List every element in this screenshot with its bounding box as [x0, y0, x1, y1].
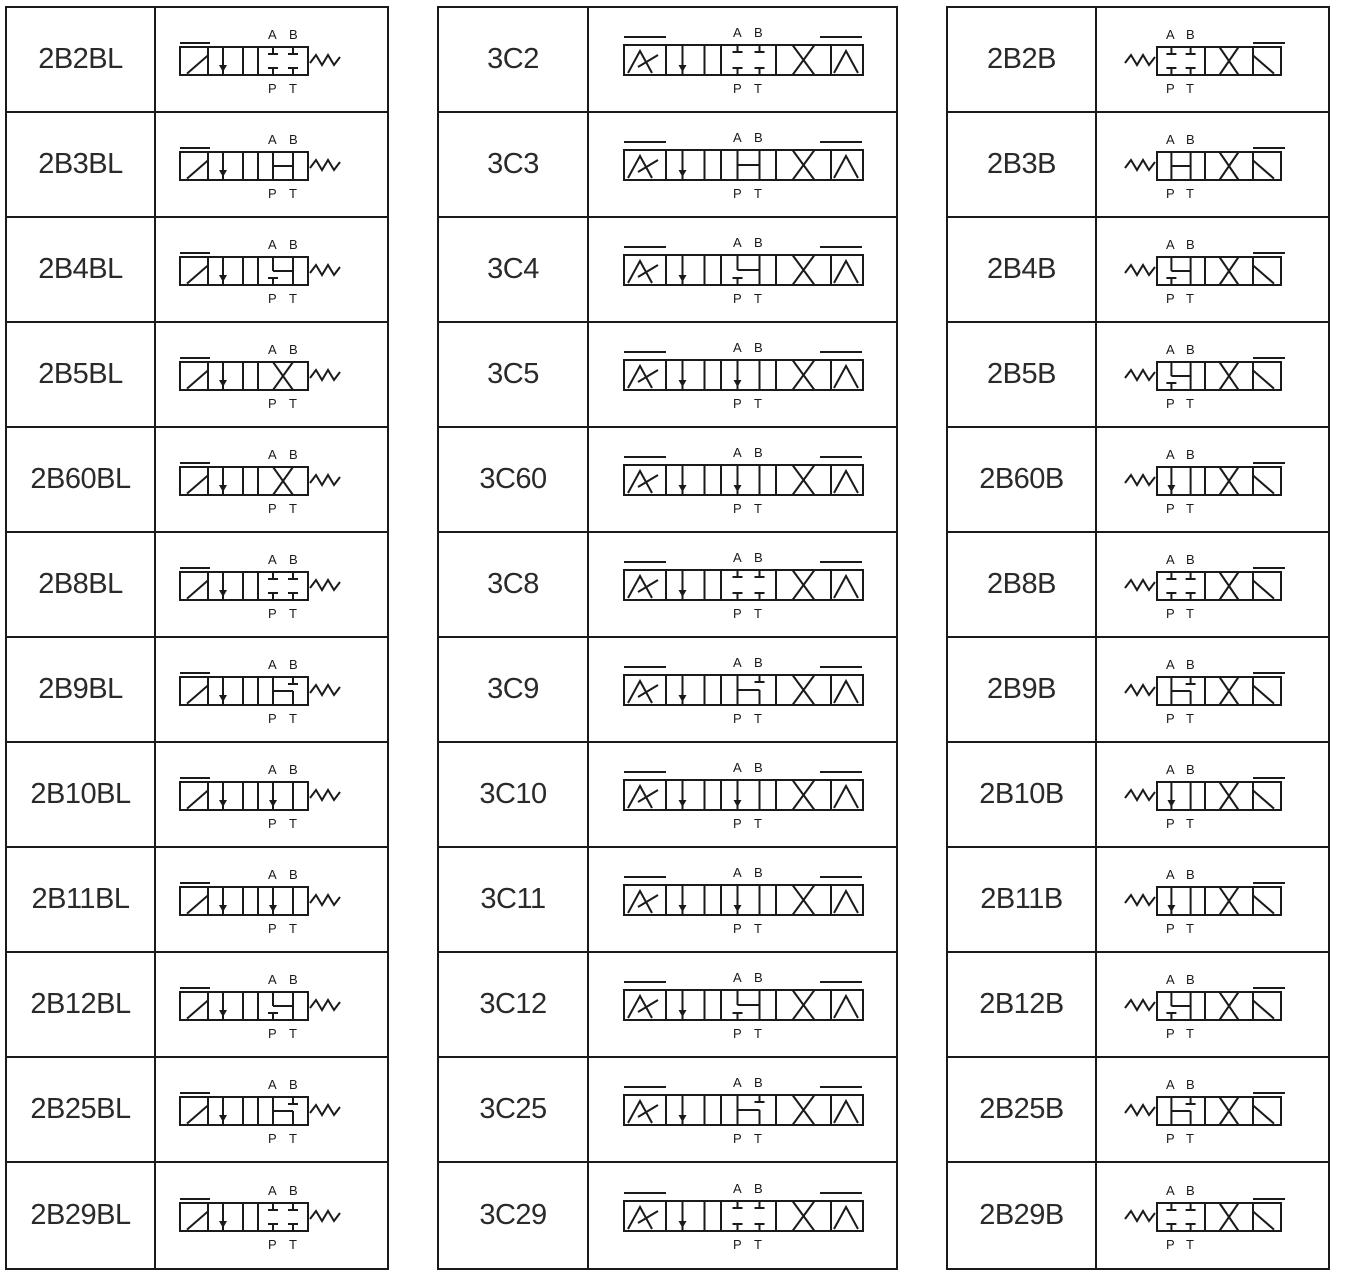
svg-text:A: A	[1165, 446, 1175, 462]
svg-text:P: P	[732, 290, 742, 306]
svg-text:B: B	[288, 341, 298, 357]
valve-code: 2B29BL	[7, 1163, 156, 1268]
svg-text:T: T	[1185, 605, 1194, 621]
svg-text:B: B	[288, 551, 298, 567]
valve-symbol-icon	[172, 645, 372, 735]
table-row	[7, 848, 387, 953]
svg-text:P: P	[267, 80, 277, 96]
svg-text:T: T	[1185, 1025, 1194, 1041]
table-row	[948, 1058, 1328, 1163]
svg-text:T: T	[753, 1130, 762, 1146]
svg-text:A: A	[732, 234, 742, 250]
svg-text:B: B	[753, 549, 763, 565]
valve-symbol	[156, 848, 387, 951]
svg-text:A: A	[267, 131, 277, 147]
svg-text:A: A	[1165, 131, 1175, 147]
svg-text:P: P	[732, 1236, 742, 1252]
table-row	[439, 1058, 896, 1163]
svg-text:B: B	[288, 971, 298, 987]
svg-text:P: P	[267, 1025, 277, 1041]
table-row	[439, 8, 896, 113]
valve-code: 2B9BL	[7, 638, 156, 741]
svg-text:P: P	[267, 605, 277, 621]
valve-symbol-icon	[172, 330, 372, 420]
table-row	[439, 638, 896, 743]
valve-symbol-icon	[608, 540, 878, 630]
table-row	[948, 8, 1328, 113]
svg-text:A: A	[267, 971, 277, 987]
valve-symbol-icon	[1113, 330, 1313, 420]
svg-text:B: B	[1185, 446, 1195, 462]
valve-symbol-icon	[172, 855, 372, 945]
valve-symbol-icon	[608, 15, 878, 105]
svg-text:P: P	[732, 605, 742, 621]
svg-text:A: A	[1165, 1076, 1175, 1092]
table-row	[439, 218, 896, 323]
valve-symbol-icon	[172, 435, 372, 525]
valve-symbol-icon	[1113, 1065, 1313, 1155]
svg-text:B: B	[288, 866, 298, 882]
svg-text:T: T	[753, 185, 762, 201]
svg-text:B: B	[753, 654, 763, 670]
svg-text:A: A	[1165, 761, 1175, 777]
svg-text:T: T	[288, 1236, 297, 1252]
valve-symbol-icon	[608, 645, 878, 735]
table-row	[948, 638, 1328, 743]
svg-text:P: P	[732, 395, 742, 411]
svg-text:A: A	[267, 551, 277, 567]
valve-code: 2B4BL	[7, 218, 156, 321]
svg-text:T: T	[1185, 710, 1194, 726]
table-row	[439, 428, 896, 533]
svg-text:B: B	[288, 236, 298, 252]
svg-text:A: A	[1165, 236, 1175, 252]
valve-code: 2B9B	[948, 638, 1097, 741]
svg-text:T: T	[1185, 185, 1194, 201]
table-row	[7, 1163, 387, 1268]
valve-code: 3C2	[439, 8, 589, 111]
svg-text:B: B	[1185, 131, 1195, 147]
svg-text:A: A	[1165, 551, 1175, 567]
svg-text:B: B	[1185, 866, 1195, 882]
svg-text:T: T	[288, 395, 297, 411]
svg-text:P: P	[1165, 605, 1175, 621]
svg-text:P: P	[1165, 290, 1175, 306]
table-row	[948, 428, 1328, 533]
valve-symbol-icon	[608, 1171, 878, 1261]
svg-text:A: A	[267, 1076, 277, 1092]
valve-table-bl	[5, 6, 389, 1270]
valve-symbol	[1097, 323, 1328, 426]
svg-text:A: A	[267, 236, 277, 252]
svg-text:T: T	[288, 500, 297, 516]
valve-symbol	[589, 218, 896, 321]
svg-text:B: B	[1185, 236, 1195, 252]
valve-symbol	[589, 743, 896, 846]
svg-text:P: P	[732, 1130, 742, 1146]
valve-symbol	[589, 533, 896, 636]
svg-text:B: B	[1185, 656, 1195, 672]
svg-text:A: A	[267, 761, 277, 777]
valve-symbol	[589, 8, 896, 111]
valve-symbol	[1097, 428, 1328, 531]
svg-text:T: T	[753, 500, 762, 516]
svg-text:B: B	[753, 444, 763, 460]
svg-text:T: T	[753, 1236, 762, 1252]
svg-text:P: P	[732, 815, 742, 831]
valve-symbol-icon	[172, 15, 372, 105]
svg-text:T: T	[1185, 815, 1194, 831]
svg-text:A: A	[267, 1182, 277, 1198]
svg-text:T: T	[753, 710, 762, 726]
table-row	[7, 638, 387, 743]
valve-code: 3C11	[439, 848, 589, 951]
svg-text:T: T	[288, 290, 297, 306]
valve-code: 3C3	[439, 113, 589, 216]
svg-text:B: B	[1185, 551, 1195, 567]
valve-symbol-icon	[608, 1065, 878, 1155]
valve-code: 2B2BL	[7, 8, 156, 111]
table-row	[439, 1163, 896, 1268]
svg-text:A: A	[732, 864, 742, 880]
svg-text:B: B	[1185, 26, 1195, 42]
table-row	[439, 953, 896, 1058]
svg-text:A: A	[1165, 341, 1175, 357]
valve-code: 2B60B	[948, 428, 1097, 531]
valve-symbol	[156, 1058, 387, 1161]
valve-code: 3C9	[439, 638, 589, 741]
valve-table-c	[437, 6, 898, 1270]
svg-text:P: P	[732, 500, 742, 516]
svg-text:B: B	[288, 656, 298, 672]
valve-symbol	[1097, 848, 1328, 951]
valve-symbol	[589, 428, 896, 531]
svg-text:B: B	[753, 1180, 763, 1196]
svg-text:P: P	[267, 815, 277, 831]
valve-symbol-icon	[1113, 15, 1313, 105]
svg-text:B: B	[1185, 341, 1195, 357]
svg-text:P: P	[732, 710, 742, 726]
svg-text:B: B	[753, 129, 763, 145]
svg-text:B: B	[288, 26, 298, 42]
svg-text:P: P	[267, 290, 277, 306]
svg-text:P: P	[267, 1130, 277, 1146]
table-row	[439, 323, 896, 428]
svg-text:B: B	[288, 1182, 298, 1198]
svg-text:T: T	[753, 605, 762, 621]
valve-symbol-icon	[608, 855, 878, 945]
valve-symbol	[1097, 218, 1328, 321]
valve-symbol-icon	[172, 960, 372, 1050]
valve-code: 3C8	[439, 533, 589, 636]
svg-text:A: A	[1165, 656, 1175, 672]
valve-symbol	[589, 1163, 896, 1268]
valve-code: 2B2B	[948, 8, 1097, 111]
valve-code: 2B25BL	[7, 1058, 156, 1161]
svg-text:A: A	[267, 446, 277, 462]
valve-symbol	[156, 218, 387, 321]
svg-text:A: A	[732, 1074, 742, 1090]
svg-text:T: T	[288, 920, 297, 936]
svg-text:P: P	[1165, 500, 1175, 516]
valve-symbol	[156, 638, 387, 741]
table-row	[7, 218, 387, 323]
valve-symbol	[589, 953, 896, 1056]
valve-symbol	[156, 953, 387, 1056]
table-row	[439, 743, 896, 848]
svg-text:A: A	[732, 24, 742, 40]
valve-symbol	[1097, 953, 1328, 1056]
svg-text:P: P	[267, 395, 277, 411]
valve-table-b	[946, 6, 1330, 1270]
svg-text:A: A	[732, 969, 742, 985]
svg-text:P: P	[1165, 395, 1175, 411]
valve-code: 2B12BL	[7, 953, 156, 1056]
valve-symbol-icon	[172, 1065, 372, 1155]
svg-text:A: A	[1165, 866, 1175, 882]
svg-text:T: T	[753, 395, 762, 411]
svg-text:A: A	[267, 341, 277, 357]
valve-code: 2B3B	[948, 113, 1097, 216]
svg-text:P: P	[1165, 80, 1175, 96]
valve-symbol-icon	[1113, 540, 1313, 630]
svg-text:B: B	[1185, 1182, 1195, 1198]
valve-symbol-icon	[608, 750, 878, 840]
svg-text:T: T	[288, 605, 297, 621]
svg-text:A: A	[732, 759, 742, 775]
svg-text:P: P	[267, 500, 277, 516]
svg-text:A: A	[1165, 26, 1175, 42]
svg-text:A: A	[732, 1180, 742, 1196]
valve-code: 3C10	[439, 743, 589, 846]
table-row	[948, 113, 1328, 218]
valve-symbol	[1097, 1058, 1328, 1161]
svg-text:P: P	[1165, 1130, 1175, 1146]
valve-symbol	[589, 848, 896, 951]
valve-symbol	[1097, 1163, 1328, 1268]
valve-symbol-icon	[1113, 750, 1313, 840]
svg-text:A: A	[732, 339, 742, 355]
valve-symbol	[156, 8, 387, 111]
svg-text:T: T	[753, 80, 762, 96]
svg-text:P: P	[1165, 1025, 1175, 1041]
valve-symbol	[156, 1163, 387, 1268]
valve-symbol	[1097, 638, 1328, 741]
valve-symbol	[156, 533, 387, 636]
table-row	[7, 113, 387, 218]
valve-symbol-icon	[1113, 120, 1313, 210]
valve-symbol	[1097, 533, 1328, 636]
svg-text:B: B	[288, 761, 298, 777]
valve-code: 2B5B	[948, 323, 1097, 426]
valve-symbol-icon	[1113, 225, 1313, 315]
svg-text:P: P	[267, 185, 277, 201]
svg-text:T: T	[288, 815, 297, 831]
svg-text:B: B	[1185, 761, 1195, 777]
valve-code: 2B8B	[948, 533, 1097, 636]
svg-text:B: B	[1185, 1076, 1195, 1092]
svg-text:P: P	[267, 920, 277, 936]
valve-symbol-icon	[1113, 1171, 1313, 1261]
valve-symbol-icon	[1113, 855, 1313, 945]
svg-text:P: P	[267, 1236, 277, 1252]
valve-symbol	[156, 113, 387, 216]
svg-text:B: B	[288, 1076, 298, 1092]
valve-code: 3C5	[439, 323, 589, 426]
valve-code: 2B8BL	[7, 533, 156, 636]
valve-symbol	[156, 428, 387, 531]
svg-text:P: P	[732, 80, 742, 96]
svg-text:T: T	[1185, 1130, 1194, 1146]
svg-text:P: P	[1165, 185, 1175, 201]
table-row	[439, 533, 896, 638]
valve-code: 2B12B	[948, 953, 1097, 1056]
svg-text:A: A	[1165, 1182, 1175, 1198]
table-row	[7, 428, 387, 533]
svg-text:B: B	[753, 1074, 763, 1090]
svg-text:A: A	[732, 549, 742, 565]
svg-text:A: A	[732, 654, 742, 670]
valve-symbol	[156, 323, 387, 426]
valve-symbol-icon	[172, 540, 372, 630]
svg-text:T: T	[1185, 1236, 1194, 1252]
svg-text:P: P	[1165, 1236, 1175, 1252]
valve-code: 2B3BL	[7, 113, 156, 216]
valve-code: 3C60	[439, 428, 589, 531]
svg-text:P: P	[1165, 920, 1175, 936]
table-row	[439, 113, 896, 218]
svg-text:A: A	[267, 656, 277, 672]
valve-symbol-icon	[172, 225, 372, 315]
svg-text:B: B	[288, 131, 298, 147]
valve-symbol	[1097, 8, 1328, 111]
svg-text:P: P	[267, 710, 277, 726]
valve-symbol	[156, 743, 387, 846]
valve-symbol-icon	[1113, 645, 1313, 735]
valve-code: 2B10B	[948, 743, 1097, 846]
svg-text:A: A	[732, 444, 742, 460]
svg-text:T: T	[1185, 500, 1194, 516]
valve-symbol-icon	[172, 750, 372, 840]
table-row	[7, 1058, 387, 1163]
svg-text:A: A	[267, 26, 277, 42]
table-row	[948, 743, 1328, 848]
svg-text:T: T	[288, 80, 297, 96]
valve-code: 2B29B	[948, 1163, 1097, 1268]
svg-text:P: P	[732, 920, 742, 936]
valve-code: 3C29	[439, 1163, 589, 1268]
svg-text:T: T	[288, 1025, 297, 1041]
valve-symbol	[1097, 743, 1328, 846]
valve-symbol-icon	[608, 435, 878, 525]
valve-code: 2B60BL	[7, 428, 156, 531]
valve-code: 2B11BL	[7, 848, 156, 951]
svg-text:B: B	[288, 446, 298, 462]
valve-code: 2B25B	[948, 1058, 1097, 1161]
valve-code: 3C12	[439, 953, 589, 1056]
svg-text:B: B	[753, 234, 763, 250]
svg-text:T: T	[1185, 920, 1194, 936]
valve-symbol-icon	[172, 120, 372, 210]
svg-text:T: T	[288, 710, 297, 726]
valve-symbol-icon	[608, 225, 878, 315]
svg-text:A: A	[1165, 971, 1175, 987]
svg-text:B: B	[753, 759, 763, 775]
svg-text:T: T	[1185, 80, 1194, 96]
svg-text:P: P	[732, 185, 742, 201]
valve-symbol-icon	[1113, 960, 1313, 1050]
table-row	[948, 323, 1328, 428]
valve-symbol-icon	[172, 1171, 372, 1261]
table-row	[948, 848, 1328, 953]
table-row	[7, 743, 387, 848]
table-row	[948, 1163, 1328, 1268]
valve-code: 3C4	[439, 218, 589, 321]
svg-text:T: T	[753, 290, 762, 306]
valve-symbol	[589, 638, 896, 741]
table-row	[7, 323, 387, 428]
table-row	[7, 533, 387, 638]
svg-text:A: A	[267, 866, 277, 882]
valve-symbol-icon	[608, 120, 878, 210]
valve-symbol-icon	[608, 330, 878, 420]
table-row	[7, 953, 387, 1058]
svg-text:T: T	[288, 185, 297, 201]
svg-text:T: T	[288, 1130, 297, 1146]
valve-symbol	[589, 323, 896, 426]
valve-code: 3C25	[439, 1058, 589, 1161]
valve-symbol-icon	[1113, 435, 1313, 525]
svg-text:P: P	[1165, 710, 1175, 726]
svg-text:B: B	[1185, 971, 1195, 987]
table-row	[948, 953, 1328, 1058]
svg-text:P: P	[1165, 815, 1175, 831]
table-row	[948, 533, 1328, 638]
valve-symbol	[589, 113, 896, 216]
svg-text:T: T	[753, 815, 762, 831]
valve-symbol	[589, 1058, 896, 1161]
valve-symbol	[1097, 113, 1328, 216]
svg-text:T: T	[1185, 290, 1194, 306]
svg-text:P: P	[732, 1025, 742, 1041]
valve-code: 2B4B	[948, 218, 1097, 321]
valve-code: 2B5BL	[7, 323, 156, 426]
table-row	[439, 848, 896, 953]
svg-text:T: T	[753, 920, 762, 936]
valve-code: 2B10BL	[7, 743, 156, 846]
svg-text:T: T	[753, 1025, 762, 1041]
svg-text:A: A	[732, 129, 742, 145]
svg-text:B: B	[753, 339, 763, 355]
svg-text:B: B	[753, 24, 763, 40]
table-row	[7, 8, 387, 113]
svg-text:B: B	[753, 864, 763, 880]
svg-text:T: T	[1185, 395, 1194, 411]
svg-text:B: B	[753, 969, 763, 985]
table-row	[948, 218, 1328, 323]
valve-symbol-icon	[608, 960, 878, 1050]
valve-code: 2B11B	[948, 848, 1097, 951]
